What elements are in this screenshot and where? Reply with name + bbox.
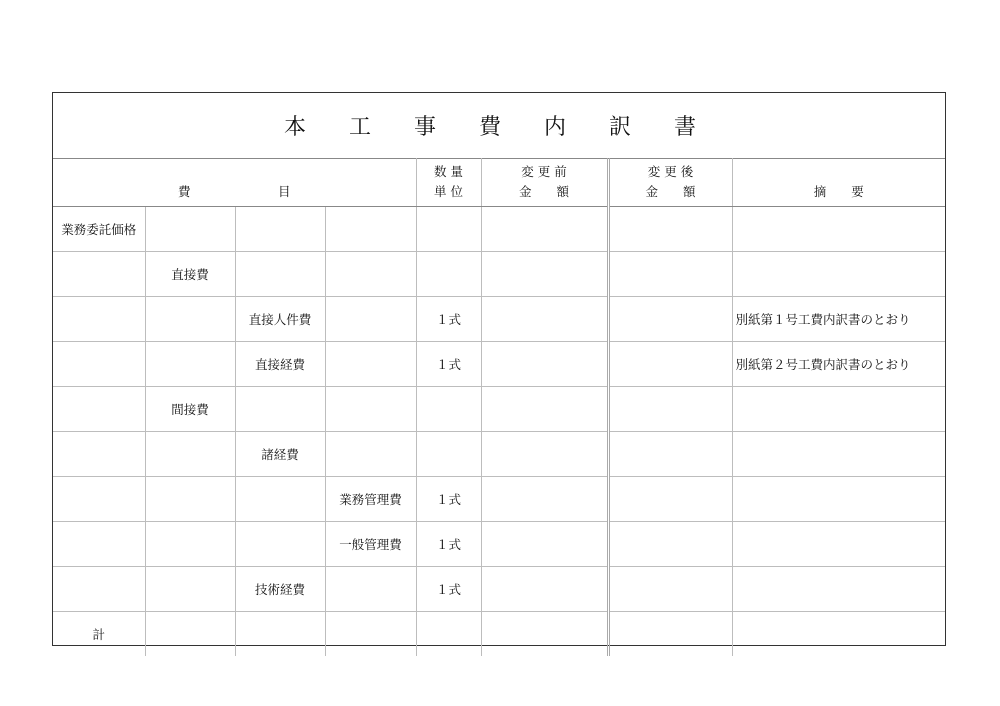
document-title: 本 工 事 費 内 訳 書 xyxy=(53,93,945,159)
item-level4-cell xyxy=(325,612,416,657)
item-level4-cell: 一般管理費 xyxy=(325,522,416,567)
item-level1-cell xyxy=(53,567,145,612)
item-level1-cell xyxy=(53,342,145,387)
item-level3-cell xyxy=(235,612,325,657)
after-amount-cell xyxy=(608,432,732,477)
before-amount-cell xyxy=(481,387,608,432)
summary-cell xyxy=(732,477,945,522)
table-row xyxy=(53,387,945,432)
item-level3-cell: 技術経費 xyxy=(235,567,325,612)
unit-header-label: 単 位 xyxy=(434,184,463,199)
after-amount-cell xyxy=(608,207,732,252)
item-level1-cell xyxy=(53,387,145,432)
before-amount-cell xyxy=(481,207,608,252)
quantity-unit-header xyxy=(416,158,481,207)
quantity-header-label: 数 量 xyxy=(434,164,463,179)
item-level1-cell xyxy=(53,477,145,522)
before-amount-cell xyxy=(481,477,608,522)
before-amount-cell xyxy=(481,432,608,477)
after-amount-cell xyxy=(608,612,732,657)
item-level1-cell xyxy=(53,252,145,297)
himoku-header: 費 目 xyxy=(53,158,416,207)
item-level2-cell xyxy=(145,522,235,567)
table-row xyxy=(53,522,945,567)
before-change-label: 変 更 前 xyxy=(521,164,567,179)
quantity-cell: １式 xyxy=(416,342,481,387)
item-level3-cell xyxy=(235,207,325,252)
item-level4-cell xyxy=(325,297,416,342)
before-amount-label: 金 額 xyxy=(519,184,570,199)
item-level2-cell xyxy=(145,567,235,612)
summary-cell xyxy=(732,252,945,297)
item-level2-cell: 間接費 xyxy=(145,387,235,432)
table-row xyxy=(53,297,945,342)
cost-table xyxy=(53,158,945,656)
item-level1-cell: 計 xyxy=(53,612,145,657)
after-amount-cell xyxy=(608,522,732,567)
item-level1-cell xyxy=(53,522,145,567)
summary-header: 摘 要 xyxy=(732,158,945,207)
quantity-cell xyxy=(416,432,481,477)
item-level2-cell xyxy=(145,207,235,252)
before-amount-cell xyxy=(481,252,608,297)
before-amount-cell xyxy=(481,567,608,612)
item-level4-cell xyxy=(325,387,416,432)
before-amount-cell xyxy=(481,297,608,342)
item-level2-cell xyxy=(145,342,235,387)
after-amount-cell xyxy=(608,567,732,612)
quantity-cell: １式 xyxy=(416,522,481,567)
item-level3-cell xyxy=(235,477,325,522)
summary-cell xyxy=(732,387,945,432)
item-level4-cell: 業務管理費 xyxy=(325,477,416,522)
item-level3-cell: 直接人件費 xyxy=(235,297,325,342)
after-change-label: 変 更 後 xyxy=(647,164,694,179)
item-level2-cell: 直接費 xyxy=(145,252,235,297)
table-row xyxy=(53,477,945,522)
table-row xyxy=(53,432,945,477)
after-amount-cell xyxy=(608,252,732,297)
summary-cell xyxy=(732,432,945,477)
table-header-row xyxy=(53,158,945,207)
summary-cell xyxy=(732,207,945,252)
item-level3-cell: 直接経費 xyxy=(235,342,325,387)
after-amount-cell xyxy=(608,477,732,522)
item-level3-cell xyxy=(235,252,325,297)
after-change-header xyxy=(608,158,732,207)
table-row xyxy=(53,567,945,612)
table-row xyxy=(53,252,945,297)
quantity-cell: １式 xyxy=(416,477,481,522)
item-level4-cell xyxy=(325,207,416,252)
quantity-cell: １式 xyxy=(416,567,481,612)
item-level4-cell xyxy=(325,252,416,297)
quantity-cell xyxy=(416,207,481,252)
quantity-cell xyxy=(416,612,481,657)
item-level1-cell: 業務委託価格 xyxy=(53,207,145,252)
before-amount-cell xyxy=(481,522,608,567)
table-row xyxy=(53,612,945,657)
item-level3-cell xyxy=(235,387,325,432)
item-level3-cell xyxy=(235,522,325,567)
summary-cell xyxy=(732,567,945,612)
after-amount-cell xyxy=(608,342,732,387)
summary-cell xyxy=(732,612,945,657)
before-change-header xyxy=(481,158,608,207)
before-amount-cell xyxy=(481,612,608,657)
quantity-cell: １式 xyxy=(416,297,481,342)
item-level4-cell xyxy=(325,342,416,387)
cost-breakdown-sheet xyxy=(52,92,946,646)
item-level1-cell xyxy=(53,297,145,342)
item-level2-cell xyxy=(145,297,235,342)
table-row xyxy=(53,342,945,387)
item-level2-cell xyxy=(145,612,235,657)
summary-cell: 別紙第１号工費内訳書のとおり xyxy=(732,297,945,342)
item-level3-cell: 諸経費 xyxy=(235,432,325,477)
item-level4-cell xyxy=(325,567,416,612)
before-amount-cell xyxy=(481,342,608,387)
after-amount-cell xyxy=(608,387,732,432)
quantity-cell xyxy=(416,252,481,297)
item-level2-cell xyxy=(145,477,235,522)
after-amount-cell xyxy=(608,297,732,342)
item-level2-cell xyxy=(145,432,235,477)
summary-cell: 別紙第２号工費内訳書のとおり xyxy=(732,342,945,387)
summary-cell xyxy=(732,522,945,567)
after-amount-label: 金 額 xyxy=(645,184,696,199)
quantity-cell xyxy=(416,387,481,432)
item-level1-cell xyxy=(53,432,145,477)
item-level4-cell xyxy=(325,432,416,477)
table-row xyxy=(53,207,945,252)
